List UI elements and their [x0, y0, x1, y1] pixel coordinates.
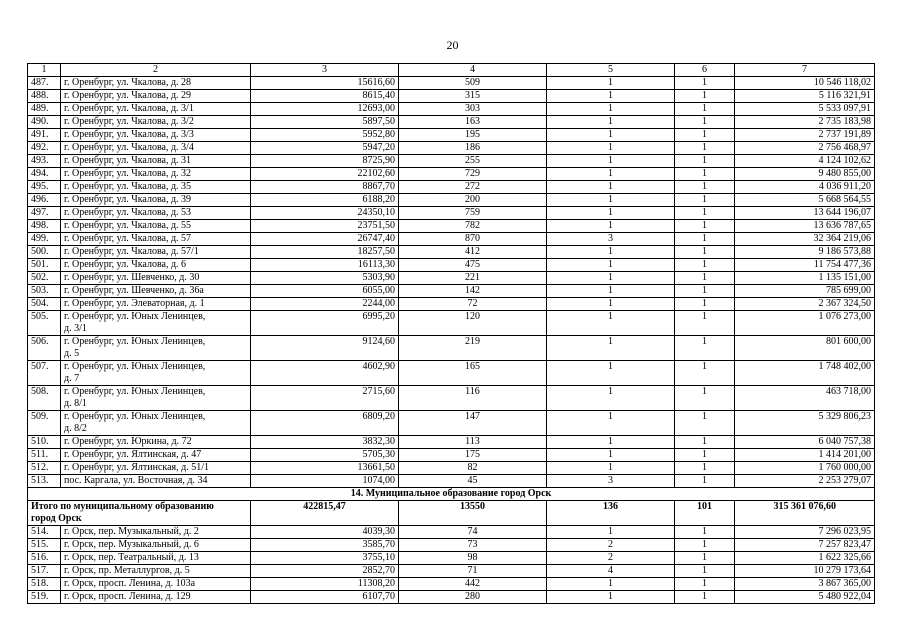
cost-cell: 1 135 151,00: [735, 272, 875, 285]
area-cell: 4039,30: [251, 526, 399, 539]
area-cell: 9124,60: [251, 336, 399, 361]
total-label-line: Итого по муниципальному образованию: [31, 501, 214, 512]
address-line: г. Оренбург, ул. Юных Ленинцев,: [64, 386, 206, 397]
address-cell: г. Оренбург, ул. Чкалова, д. 53: [61, 207, 251, 220]
column-6-cell: 1: [675, 103, 735, 116]
cost-cell: 1 760 000,00: [735, 462, 875, 475]
section-title: 14. Муниципальное образование город Орск: [28, 488, 875, 501]
address-cell: г. Оренбург, ул. Ялтинская, д. 51/1: [61, 462, 251, 475]
row-number: 490.: [28, 116, 61, 129]
residents-cell: 303: [399, 103, 547, 116]
table-row: [28, 129, 875, 142]
column-number-row: [28, 64, 875, 77]
row-number: 493.: [28, 155, 61, 168]
area-cell: 5705,30: [251, 449, 399, 462]
address-cell: г. Оренбург, ул. Чкалова, д. 57: [61, 233, 251, 246]
residents-cell: 870: [399, 233, 547, 246]
cost-cell: 13 636 787,65: [735, 220, 875, 233]
column-6-cell: 1: [675, 259, 735, 272]
column-5-cell: 1: [547, 578, 675, 591]
area-cell: 6188,20: [251, 194, 399, 207]
row-number: 512.: [28, 462, 61, 475]
table-row: [28, 181, 875, 194]
residents-cell: 195: [399, 129, 547, 142]
address-line: г. Оренбург, ул. Юных Ленинцев,: [64, 361, 206, 372]
area-cell: 5947,20: [251, 142, 399, 155]
cost-cell: 5 533 097,91: [735, 103, 875, 116]
address-line: д. 5: [64, 348, 80, 359]
column-5-cell: 1: [547, 462, 675, 475]
total-column-5: 136: [547, 501, 675, 526]
cost-cell: 785 699,00: [735, 285, 875, 298]
area-cell: 2715,60: [251, 386, 399, 411]
column-6-cell: 1: [675, 129, 735, 142]
table-row: [28, 475, 875, 488]
column-6-cell: 1: [675, 168, 735, 181]
row-number: 499.: [28, 233, 61, 246]
cost-cell: 2 253 279,07: [735, 475, 875, 488]
column-5-cell: 1: [547, 207, 675, 220]
address-cell: г. Оренбург, ул. Чкалова, д. 39: [61, 194, 251, 207]
residents-cell: 113: [399, 436, 547, 449]
residents-cell: 175: [399, 449, 547, 462]
column-6-cell: 1: [675, 336, 735, 361]
column-5-cell: 4: [547, 565, 675, 578]
area-cell: 8725,90: [251, 155, 399, 168]
table-body: [28, 64, 875, 604]
section-header-row: [28, 488, 875, 501]
address-cell: [61, 361, 251, 386]
cost-cell: 1 414 201,00: [735, 449, 875, 462]
cost-cell: 7 257 823,47: [735, 539, 875, 552]
table-row: [28, 220, 875, 233]
cost-cell: 2 735 183,98: [735, 116, 875, 129]
area-cell: 6809,20: [251, 411, 399, 436]
column-5-cell: 1: [547, 285, 675, 298]
row-number: 488.: [28, 90, 61, 103]
column-5-cell: 1: [547, 181, 675, 194]
column-5-cell: 1: [547, 259, 675, 272]
cost-cell: 3 867 365,00: [735, 578, 875, 591]
column-number: 5: [547, 64, 675, 77]
column-number: 1: [28, 64, 61, 77]
total-residents: 13550: [399, 501, 547, 526]
column-6-cell: 1: [675, 90, 735, 103]
column-5-cell: 3: [547, 475, 675, 488]
table-row: [28, 77, 875, 90]
table-row: [28, 361, 875, 386]
address-cell: г. Орск, просп. Ленина, д. 103а: [61, 578, 251, 591]
row-number: 487.: [28, 77, 61, 90]
total-label: [28, 501, 251, 526]
address-cell: [61, 411, 251, 436]
table-row: [28, 565, 875, 578]
column-5-cell: 2: [547, 552, 675, 565]
row-number: 511.: [28, 449, 61, 462]
cost-cell: 6 040 757,38: [735, 436, 875, 449]
row-number: 497.: [28, 207, 61, 220]
table-row: [28, 591, 875, 604]
area-cell: 6055,00: [251, 285, 399, 298]
column-6-cell: 1: [675, 436, 735, 449]
row-number: 503.: [28, 285, 61, 298]
residents-cell: 475: [399, 259, 547, 272]
address-cell: г. Оренбург, ул. Чкалова, д. 3/3: [61, 129, 251, 142]
cost-cell: 11 754 477,36: [735, 259, 875, 272]
table-row: [28, 233, 875, 246]
area-cell: 15616,60: [251, 77, 399, 90]
column-6-cell: 1: [675, 411, 735, 436]
column-6-cell: 1: [675, 298, 735, 311]
area-cell: 12693,00: [251, 103, 399, 116]
address-cell: г. Оренбург, ул. Чкалова, д. 55: [61, 220, 251, 233]
column-6-cell: 1: [675, 194, 735, 207]
column-5-cell: 1: [547, 311, 675, 336]
table-row: [28, 539, 875, 552]
row-number: 519.: [28, 591, 61, 604]
cost-cell: 1 076 273,00: [735, 311, 875, 336]
column-5-cell: 1: [547, 449, 675, 462]
cost-cell: 4 124 102,62: [735, 155, 875, 168]
residents-cell: 219: [399, 336, 547, 361]
table-row: [28, 578, 875, 591]
cost-cell: 463 718,00: [735, 386, 875, 411]
row-number: 515.: [28, 539, 61, 552]
column-6-cell: 1: [675, 77, 735, 90]
table-row: [28, 168, 875, 181]
address-cell: г. Оренбург, ул. Чкалова, д. 31: [61, 155, 251, 168]
column-5-cell: 1: [547, 155, 675, 168]
row-number: 500.: [28, 246, 61, 259]
table-row: [28, 436, 875, 449]
column-5-cell: 1: [547, 298, 675, 311]
row-number: 507.: [28, 361, 61, 386]
table-row: [28, 411, 875, 436]
column-5-cell: 1: [547, 436, 675, 449]
column-5-cell: 1: [547, 361, 675, 386]
table-row: [28, 155, 875, 168]
table-row: [28, 285, 875, 298]
column-6-cell: 1: [675, 220, 735, 233]
residents-cell: 45: [399, 475, 547, 488]
column-5-cell: 1: [547, 142, 675, 155]
area-cell: 13661,50: [251, 462, 399, 475]
table-row: [28, 298, 875, 311]
address-line: г. Оренбург, ул. Юных Ленинцев,: [64, 336, 206, 347]
address-cell: [61, 336, 251, 361]
table-row: [28, 246, 875, 259]
total-row: [28, 501, 875, 526]
column-5-cell: 1: [547, 220, 675, 233]
column-5-cell: 1: [547, 129, 675, 142]
area-cell: 5303,90: [251, 272, 399, 285]
column-5-cell: 1: [547, 77, 675, 90]
residents-cell: 221: [399, 272, 547, 285]
residents-cell: 255: [399, 155, 547, 168]
residents-cell: 82: [399, 462, 547, 475]
column-6-cell: 1: [675, 181, 735, 194]
cost-cell: 4 036 911,20: [735, 181, 875, 194]
residents-cell: 163: [399, 116, 547, 129]
column-5-cell: 1: [547, 168, 675, 181]
row-number: 510.: [28, 436, 61, 449]
column-6-cell: 1: [675, 591, 735, 604]
residents-cell: 98: [399, 552, 547, 565]
housing-register-table: [27, 63, 875, 604]
table-row: [28, 311, 875, 336]
address-cell: г. Орск, пер. Театральный, д. 13: [61, 552, 251, 565]
table-row: [28, 207, 875, 220]
area-cell: 18257,50: [251, 246, 399, 259]
total-label-line: город Орск: [31, 513, 82, 524]
cost-cell: 5 329 806,23: [735, 411, 875, 436]
column-5-cell: 1: [547, 272, 675, 285]
address-cell: г. Оренбург, ул. Юркина, д. 72: [61, 436, 251, 449]
row-number: 513.: [28, 475, 61, 488]
area-cell: 23751,50: [251, 220, 399, 233]
residents-cell: 412: [399, 246, 547, 259]
address-line: г. Оренбург, ул. Юных Ленинцев,: [64, 411, 206, 422]
table-row: [28, 526, 875, 539]
column-5-cell: 1: [547, 103, 675, 116]
column-5-cell: 1: [547, 194, 675, 207]
cost-cell: 5 116 321,91: [735, 90, 875, 103]
table-row: [28, 194, 875, 207]
address-line: д. 7: [64, 373, 80, 384]
column-6-cell: 1: [675, 565, 735, 578]
area-cell: 2244,00: [251, 298, 399, 311]
address-cell: г. Оренбург, ул. Чкалова, д. 6: [61, 259, 251, 272]
address-cell: г. Оренбург, ул. Чкалова, д. 3/1: [61, 103, 251, 116]
address-cell: г. Оренбург, ул. Чкалова, д. 57/1: [61, 246, 251, 259]
address-cell: г. Оренбург, ул. Шевченко, д. 30: [61, 272, 251, 285]
column-5-cell: 1: [547, 411, 675, 436]
residents-cell: 147: [399, 411, 547, 436]
row-number: 509.: [28, 411, 61, 436]
address-cell: г. Оренбург, ул. Чкалова, д. 3/4: [61, 142, 251, 155]
column-6-cell: 1: [675, 246, 735, 259]
column-number: 6: [675, 64, 735, 77]
residents-cell: 71: [399, 565, 547, 578]
area-cell: 11308,20: [251, 578, 399, 591]
residents-cell: 272: [399, 181, 547, 194]
residents-cell: 280: [399, 591, 547, 604]
address-line: д. 3/1: [64, 323, 87, 334]
area-cell: 5952,80: [251, 129, 399, 142]
address-cell: [61, 311, 251, 336]
residents-cell: 72: [399, 298, 547, 311]
column-number: 3: [251, 64, 399, 77]
address-cell: г. Орск, пер. Музыкальный, д. 2: [61, 526, 251, 539]
table-row: [28, 386, 875, 411]
column-5-cell: 1: [547, 336, 675, 361]
column-5-cell: 1: [547, 246, 675, 259]
row-number: 498.: [28, 220, 61, 233]
address-cell: г. Оренбург, ул. Чкалова, д. 32: [61, 168, 251, 181]
cost-cell: 7 296 023,95: [735, 526, 875, 539]
table-row: [28, 552, 875, 565]
residents-cell: 73: [399, 539, 547, 552]
column-number: 2: [61, 64, 251, 77]
cost-cell: 5 480 922,04: [735, 591, 875, 604]
residents-cell: 200: [399, 194, 547, 207]
column-6-cell: 1: [675, 233, 735, 246]
column-5-cell: 1: [547, 591, 675, 604]
column-6-cell: 1: [675, 311, 735, 336]
column-5-cell: 1: [547, 386, 675, 411]
address-line: г. Оренбург, ул. Юных Ленинцев,: [64, 311, 206, 322]
column-6-cell: 1: [675, 285, 735, 298]
address-cell: г. Оренбург, ул. Элеваторная, д. 1: [61, 298, 251, 311]
address-line: д. 8/1: [64, 398, 87, 409]
row-number: 491.: [28, 129, 61, 142]
cost-cell: 2 737 191,89: [735, 129, 875, 142]
row-number: 514.: [28, 526, 61, 539]
address-cell: г. Орск, пр. Металлургов, д. 5: [61, 565, 251, 578]
column-5-cell: 1: [547, 116, 675, 129]
residents-cell: 186: [399, 142, 547, 155]
address-cell: г. Орск, просп. Ленина, д. 129: [61, 591, 251, 604]
cost-cell: 10 546 118,02: [735, 77, 875, 90]
column-6-cell: 1: [675, 449, 735, 462]
column-number: 4: [399, 64, 547, 77]
address-cell: г. Оренбург, ул. Чкалова, д. 28: [61, 77, 251, 90]
area-cell: 26747,40: [251, 233, 399, 246]
total-cost: 315 361 076,60: [735, 501, 875, 526]
column-6-cell: 1: [675, 386, 735, 411]
area-cell: 1074,00: [251, 475, 399, 488]
column-5-cell: 1: [547, 526, 675, 539]
residents-cell: 782: [399, 220, 547, 233]
area-cell: 3585,70: [251, 539, 399, 552]
table-row: [28, 103, 875, 116]
column-6-cell: 1: [675, 361, 735, 386]
row-number: 504.: [28, 298, 61, 311]
address-cell: г. Оренбург, ул. Чкалова, д. 29: [61, 90, 251, 103]
column-6-cell: 1: [675, 207, 735, 220]
table-row: [28, 336, 875, 361]
residents-cell: 315: [399, 90, 547, 103]
row-number: 505.: [28, 311, 61, 336]
row-number: 501.: [28, 259, 61, 272]
area-cell: 8867,70: [251, 181, 399, 194]
row-number: 502.: [28, 272, 61, 285]
address-cell: г. Оренбург, ул. Шевченко, д. 36а: [61, 285, 251, 298]
cost-cell: 2 756 468,97: [735, 142, 875, 155]
cost-cell: 801 600,00: [735, 336, 875, 361]
column-6-cell: 1: [675, 475, 735, 488]
row-number: 492.: [28, 142, 61, 155]
total-area: 422815,47: [251, 501, 399, 526]
column-6-cell: 1: [675, 578, 735, 591]
cost-cell: 5 668 564,55: [735, 194, 875, 207]
column-6-cell: 1: [675, 462, 735, 475]
table-row: [28, 449, 875, 462]
cost-cell: 1 748 402,00: [735, 361, 875, 386]
address-cell: [61, 386, 251, 411]
column-6-cell: 1: [675, 155, 735, 168]
cost-cell: 10 279 173,64: [735, 565, 875, 578]
column-6-cell: 1: [675, 552, 735, 565]
area-cell: 4602,90: [251, 361, 399, 386]
residents-cell: 759: [399, 207, 547, 220]
area-cell: 6107,70: [251, 591, 399, 604]
area-cell: 3832,30: [251, 436, 399, 449]
area-cell: 2852,70: [251, 565, 399, 578]
cost-cell: 32 364 219,06: [735, 233, 875, 246]
cost-cell: 9 186 573,88: [735, 246, 875, 259]
residents-cell: 442: [399, 578, 547, 591]
row-number: 496.: [28, 194, 61, 207]
row-number: 516.: [28, 552, 61, 565]
column-5-cell: 1: [547, 90, 675, 103]
row-number: 506.: [28, 336, 61, 361]
cost-cell: 1 622 325,66: [735, 552, 875, 565]
area-cell: 8615,40: [251, 90, 399, 103]
address-line: д. 8/2: [64, 423, 87, 434]
residents-cell: 116: [399, 386, 547, 411]
address-cell: г. Орск, пер. Музыкальный, д. 6: [61, 539, 251, 552]
cost-cell: 9 480 855,00: [735, 168, 875, 181]
area-cell: 5897,50: [251, 116, 399, 129]
area-cell: 16113,30: [251, 259, 399, 272]
address-cell: г. Оренбург, ул. Чкалова, д. 35: [61, 181, 251, 194]
row-number: 508.: [28, 386, 61, 411]
column-5-cell: 2: [547, 539, 675, 552]
table-row: [28, 272, 875, 285]
page-number: 20: [446, 38, 459, 52]
cost-cell: 13 644 196,07: [735, 207, 875, 220]
column-6-cell: 1: [675, 539, 735, 552]
row-number: 517.: [28, 565, 61, 578]
area-cell: 6995,20: [251, 311, 399, 336]
column-5-cell: 3: [547, 233, 675, 246]
residents-cell: 120: [399, 311, 547, 336]
address-cell: пос. Каргала, ул. Восточная, д. 34: [61, 475, 251, 488]
address-cell: г. Оренбург, ул. Чкалова, д. 3/2: [61, 116, 251, 129]
column-6-cell: 1: [675, 526, 735, 539]
residents-cell: 165: [399, 361, 547, 386]
cost-cell: 2 367 324,50: [735, 298, 875, 311]
table-row: [28, 116, 875, 129]
residents-cell: 509: [399, 77, 547, 90]
table-row: [28, 462, 875, 475]
table-row: [28, 90, 875, 103]
column-6-cell: 1: [675, 142, 735, 155]
row-number: 489.: [28, 103, 61, 116]
area-cell: 3755,10: [251, 552, 399, 565]
total-column-6: 101: [675, 501, 735, 526]
row-number: 518.: [28, 578, 61, 591]
table-row: [28, 259, 875, 272]
column-number: 7: [735, 64, 875, 77]
column-6-cell: 1: [675, 272, 735, 285]
row-number: 495.: [28, 181, 61, 194]
area-cell: 22102,60: [251, 168, 399, 181]
table-row: [28, 142, 875, 155]
address-cell: г. Оренбург, ул. Ялтинская, д. 47: [61, 449, 251, 462]
residents-cell: 74: [399, 526, 547, 539]
residents-cell: 729: [399, 168, 547, 181]
column-6-cell: 1: [675, 116, 735, 129]
residents-cell: 142: [399, 285, 547, 298]
area-cell: 24350,10: [251, 207, 399, 220]
row-number: 494.: [28, 168, 61, 181]
